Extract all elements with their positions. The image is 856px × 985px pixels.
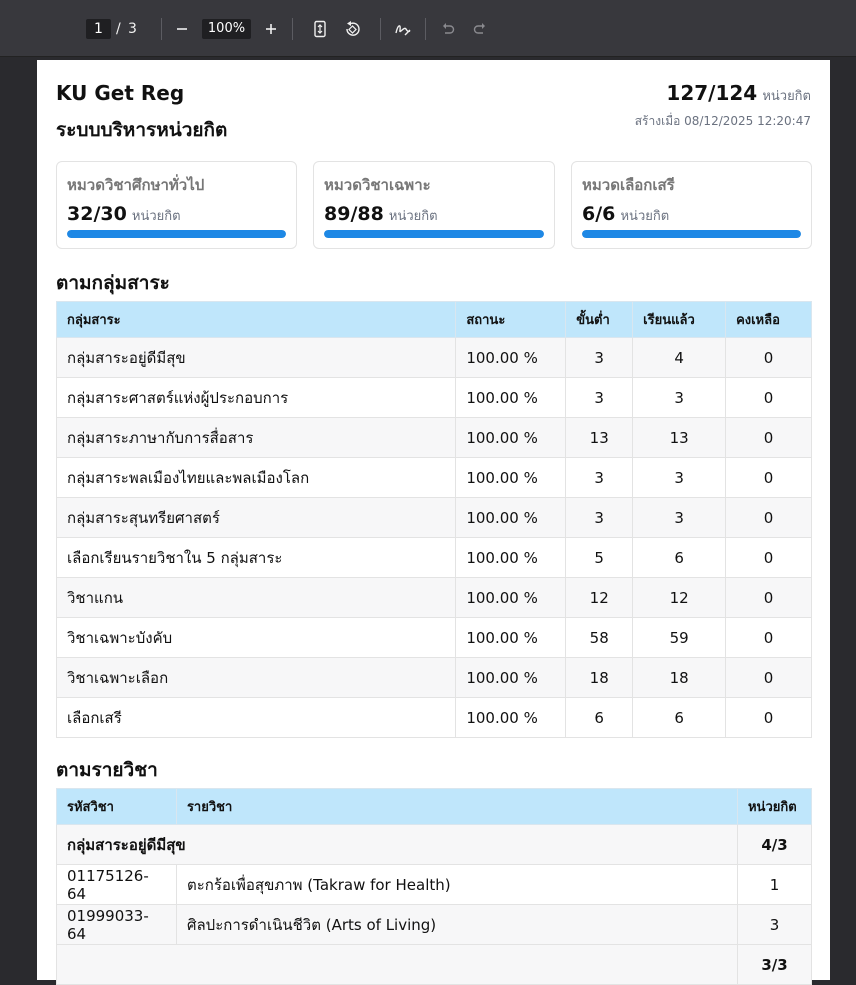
- table-row: [57, 458, 812, 498]
- column-header: หน่วยกิต: [737, 789, 811, 825]
- card-value: [67, 203, 286, 226]
- group-name: วิชาเฉพาะบังคับ: [57, 618, 456, 658]
- group-taken: 4: [633, 338, 726, 378]
- column-header: รหัสวิชา: [57, 789, 177, 825]
- table-row: [57, 378, 812, 418]
- column-header: เรียนแล้ว: [633, 302, 726, 338]
- group-section-title: ตามกลุ่มสาระ: [56, 272, 170, 294]
- course-group-row: [57, 945, 812, 985]
- table-row: [57, 538, 812, 578]
- minus-icon: [175, 22, 189, 36]
- group-name: กลุ่มสาระสุนทรียศาสตร์: [57, 498, 456, 538]
- table-row: [57, 578, 812, 618]
- group-name: กลุ่มสาระพลเมืองไทยและพลเมืองโลก: [57, 458, 456, 498]
- group-taken: 3: [633, 498, 726, 538]
- course-group-credits: 3/3: [737, 945, 811, 985]
- group-min: 18: [566, 658, 633, 698]
- page-subtitle: ระบบบริหารหน่วยกิต: [56, 119, 228, 141]
- card-value-unit: หน่วยกิต: [388, 209, 438, 224]
- group-min: 12: [566, 578, 633, 618]
- group-status: 100.00 %: [456, 698, 566, 738]
- zoom-level[interactable]: 100%: [202, 19, 251, 39]
- group-status: 100.00 %: [456, 538, 566, 578]
- category-card: [571, 161, 812, 249]
- column-header: ขั้นต่ำ: [566, 302, 633, 338]
- card-value: [582, 203, 801, 226]
- page-separator: /: [116, 21, 121, 37]
- group-table: [56, 301, 812, 738]
- card-value-number: 32/30: [67, 203, 127, 225]
- group-remaining: 0: [726, 618, 812, 658]
- group-remaining: 0: [726, 378, 812, 418]
- group-min: 5: [566, 538, 633, 578]
- group-status: 100.00 %: [456, 658, 566, 698]
- table-row: [57, 905, 812, 945]
- group-remaining: 0: [726, 538, 812, 578]
- group-taken: 3: [633, 378, 726, 418]
- group-status: 100.00 %: [456, 418, 566, 458]
- fit-page-button[interactable]: [308, 17, 332, 41]
- group-remaining: 0: [726, 458, 812, 498]
- group-remaining: 0: [726, 338, 812, 378]
- course-code: 01175126-64: [57, 865, 177, 905]
- group-remaining: 0: [726, 578, 812, 618]
- course-group-credits: 4/3: [737, 825, 811, 865]
- course-code: 01999033-64: [57, 905, 177, 945]
- category-card: [313, 161, 555, 249]
- toolbar-divider: [292, 18, 293, 40]
- course-credits: 1: [737, 865, 811, 905]
- draw-button[interactable]: [391, 17, 415, 41]
- progress-fill: [67, 230, 286, 238]
- table-header-row: [57, 302, 812, 338]
- toolbar-divider: [380, 18, 381, 40]
- course-group-name: กลุ่มสาระอยู่ดีมีสุข: [57, 825, 738, 865]
- group-remaining: 0: [726, 658, 812, 698]
- plus-icon: [264, 22, 278, 36]
- table-row: [57, 658, 812, 698]
- group-taken: 12: [633, 578, 726, 618]
- progress-fill: [324, 230, 544, 238]
- group-taken: 6: [633, 538, 726, 578]
- toolbar-divider: [425, 18, 426, 40]
- group-min: 13: [566, 418, 633, 458]
- course-name: ศิลปะการดำเนินชีวิต (Arts of Living): [176, 905, 737, 945]
- course-table: [56, 788, 812, 985]
- table-row: [57, 865, 812, 905]
- document-page: [37, 60, 830, 980]
- draw-icon: [394, 20, 412, 38]
- undo-button[interactable]: [436, 17, 460, 41]
- card-value-number: 89/88: [324, 203, 384, 225]
- page-number-input[interactable]: 1: [86, 19, 111, 39]
- page-total: 3: [128, 21, 137, 37]
- group-name: เลือกเสรี: [57, 698, 456, 738]
- zoom-in-button[interactable]: [259, 17, 283, 41]
- brand-title: KU Get Reg: [56, 81, 185, 105]
- table-row: [57, 698, 812, 738]
- group-remaining: 0: [726, 498, 812, 538]
- group-taken: 13: [633, 418, 726, 458]
- created-timestamp: สร้างเมื่อ 08/12/2025 12:20:47: [634, 114, 811, 128]
- table-row: [57, 498, 812, 538]
- progress-fill: [582, 230, 801, 238]
- zoom-out-button[interactable]: [170, 17, 194, 41]
- column-header: สถานะ: [456, 302, 566, 338]
- card-value-unit: หน่วยกิต: [131, 209, 181, 224]
- course-name: ตะกร้อเพื่อสุขภาพ (Takraw for Health): [176, 865, 737, 905]
- group-status: 100.00 %: [456, 498, 566, 538]
- group-name: กลุ่มสาระอยู่ดีมีสุข: [57, 338, 456, 378]
- table-row: [57, 418, 812, 458]
- group-name: วิชาเฉพาะเลือก: [57, 658, 456, 698]
- column-header: กลุ่มสาระ: [57, 302, 456, 338]
- pdf-toolbar: [0, 0, 856, 57]
- group-taken: 3: [633, 458, 726, 498]
- card-title: หมวดวิชาศึกษาทั่วไป: [67, 176, 205, 194]
- column-header: คงเหลือ: [726, 302, 812, 338]
- card-value: [324, 203, 544, 226]
- group-min: 58: [566, 618, 633, 658]
- group-status: 100.00 %: [456, 618, 566, 658]
- progress-bar: [324, 230, 544, 238]
- credits-total-unit: หน่วยกิต: [762, 89, 811, 104]
- group-taken: 6: [633, 698, 726, 738]
- progress-bar: [67, 230, 286, 238]
- group-status: 100.00 %: [456, 338, 566, 378]
- group-min: 3: [566, 498, 633, 538]
- course-group-row: [57, 825, 812, 865]
- card-title: หมวดวิชาเฉพาะ: [324, 176, 431, 194]
- toolbar-divider: [161, 18, 162, 40]
- table-row: [57, 338, 812, 378]
- fit-page-icon: [312, 20, 328, 38]
- redo-icon: [472, 21, 488, 37]
- group-min: 3: [566, 458, 633, 498]
- course-section-title: ตามรายวิชา: [56, 759, 158, 781]
- course-group-name: [57, 945, 738, 985]
- group-name: เลือกเรียนรายวิชาใน 5 กลุ่มสาระ: [57, 538, 456, 578]
- credits-total-value: 127/124: [666, 81, 758, 105]
- rotate-button[interactable]: [340, 17, 364, 41]
- card-title: หมวดเลือกเสรี: [582, 176, 675, 194]
- group-status: 100.00 %: [456, 378, 566, 418]
- card-value-unit: หน่วยกิต: [620, 209, 670, 224]
- group-min: 6: [566, 698, 633, 738]
- column-header: รายวิชา: [176, 789, 737, 825]
- credits-total: [666, 81, 811, 106]
- group-status: 100.00 %: [456, 458, 566, 498]
- group-min: 3: [566, 378, 633, 418]
- progress-bar: [582, 230, 801, 238]
- group-remaining: 0: [726, 698, 812, 738]
- group-min: 3: [566, 338, 633, 378]
- group-name: วิชาแกน: [57, 578, 456, 618]
- group-remaining: 0: [726, 418, 812, 458]
- category-card: [56, 161, 297, 249]
- rotate-icon: [343, 20, 361, 38]
- category-cards: [56, 161, 812, 249]
- group-taken: 59: [633, 618, 726, 658]
- table-header-row: [57, 789, 812, 825]
- undo-icon: [440, 21, 456, 37]
- redo-button[interactable]: [468, 17, 492, 41]
- group-name: กลุ่มสาระภาษากับการสื่อสาร: [57, 418, 456, 458]
- card-value-number: 6/6: [582, 203, 616, 225]
- table-row: [57, 618, 812, 658]
- group-name: กลุ่มสาระศาสตร์แห่งผู้ประกอบการ: [57, 378, 456, 418]
- group-status: 100.00 %: [456, 578, 566, 618]
- group-taken: 18: [633, 658, 726, 698]
- course-credits: 3: [737, 905, 811, 945]
